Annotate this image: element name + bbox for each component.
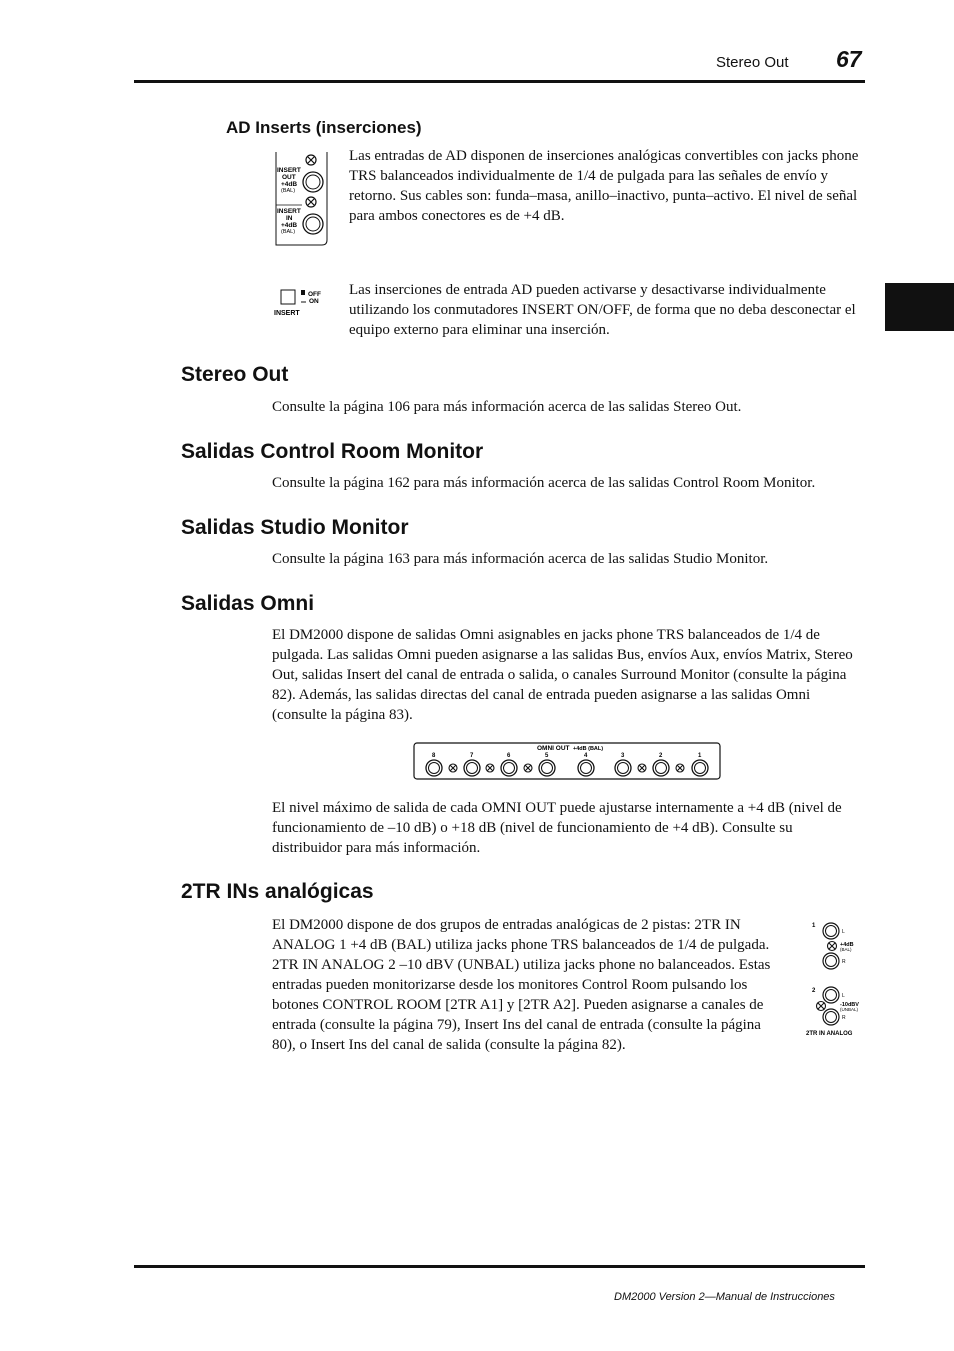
screw-icon — [817, 1002, 826, 1011]
in-label-1: INSERT — [277, 208, 301, 215]
omni-out-jack-icon — [653, 760, 669, 776]
switch-off-label: OFF — [308, 291, 321, 298]
omni-out-figure — [413, 742, 721, 780]
section-title-ad-inserts: AD Inserts (inserciones) — [226, 118, 422, 137]
omni-number-7: 7 — [470, 753, 474, 759]
screw-icon — [306, 155, 316, 165]
omni-out-jack-icon — [426, 760, 442, 776]
in-label-4: (BAL) — [281, 229, 296, 235]
insert-switch-icon — [281, 290, 295, 304]
insert-in-jack-icon — [303, 214, 323, 234]
screw-icon — [524, 764, 532, 772]
2tr-2-r-jack-icon — [823, 1009, 839, 1025]
2tr-1-l-label: L — [842, 929, 845, 935]
omni-out-title: OMNI OUT — [537, 745, 570, 752]
omni-number-4: 4 — [584, 753, 588, 759]
2tr-2-l-label: L — [842, 993, 845, 999]
2tr-2-level: -10dBV — [840, 1002, 859, 1008]
2tr-1-level: +4dB — [840, 942, 854, 948]
out-label-3: +4dB — [281, 181, 298, 188]
running-header: Stereo Out — [716, 54, 789, 71]
omni-number-8: 8 — [432, 753, 436, 759]
out-label-1: INSERT — [277, 167, 301, 174]
omni-out-jack-icon — [539, 760, 555, 776]
footer-text: DM2000 Version 2—Manual de Instrucciones — [614, 1291, 835, 1303]
chapter-tab — [885, 283, 954, 331]
omni-number-5: 5 — [545, 753, 549, 759]
out-label-4: (BAL) — [281, 188, 296, 194]
2tr-figure-label: 2TR IN ANALOG — [806, 1031, 853, 1037]
insert-switch-figure — [272, 286, 332, 320]
omni-number-1: 1 — [698, 753, 702, 759]
section-title-2tr-ins: 2TR INs analógicas — [181, 880, 374, 903]
omni-number-6: 6 — [507, 753, 511, 759]
2tr-1-r-label: R — [842, 959, 846, 965]
omni-out-jack-icon — [615, 760, 631, 776]
page-number: 67 — [836, 46, 862, 72]
ad-inserts-paragraph-1: Las entradas de AD disponen de inserciones analógicas convertibles con jacks phone TRS balanceados individualmente de 1/4 de pulgada para las señales de envío y retorno. Sus cables son: funda–masa, anillo–inactivo, punta–activo. El nivel de señal para ambos conectores es de +4 dB. — [349, 148, 859, 224]
switch-label: INSERT — [274, 310, 300, 317]
omni-number-3: 3 — [621, 753, 625, 759]
omni-paragraph-2: El nivel máximo de salida de cada OMNI OUT puede ajustarse internamente a +4 dB (nivel de funcionamiento de –10 dB) o +18 dB (nivel de funcionamiento de +4 dB). Consulte su distribuidor para más información. — [272, 800, 842, 856]
screw-icon — [486, 764, 494, 772]
omni-number-2: 2 — [659, 753, 663, 759]
2tr-group-2-label: 2 — [812, 988, 816, 994]
omni-out-jack-icon — [501, 760, 517, 776]
omni-out-jack-icon — [578, 760, 594, 776]
section-title-stereo-out: Stereo Out — [181, 363, 289, 386]
control-room-text: Consulte la página 162 para más información acerca de las salidas Control Room Monitor. — [272, 475, 816, 491]
in-label-3: +4dB — [281, 222, 298, 229]
omni-paragraph-1: El DM2000 dispone de salidas Omni asignables en jacks phone TRS balanceados de 1/4 de pulgada. Las salidas Omni pueden asignarse a las salidas Bus, envíos Aux, envíos Matrix, Stereo Out, salidas Insert del canal de entrada o salida, o canales Surround Monitor (consulte la página 82). Además, las salidas directas del canal de entrada pueden asignarse a las salidas Omni (consulte la página 83). — [272, 627, 853, 723]
insert-out-jack-icon — [303, 172, 323, 192]
2tr-1-l-jack-icon — [823, 923, 839, 939]
section-title-omni: Salidas Omni — [181, 592, 315, 615]
section-title-control-room: Salidas Control Room Monitor — [181, 440, 484, 463]
2tr-group-1-label: 1 — [812, 923, 816, 929]
omni-out-jack-icon — [464, 760, 480, 776]
section-title-studio-monitor: Salidas Studio Monitor — [181, 516, 409, 539]
2tr-in-analog-figure — [805, 915, 863, 1040]
in-label-2: IN — [286, 215, 293, 222]
2tr-ins-paragraph: El DM2000 dispone de dos grupos de entradas analógicas de 2 pistas: 2TR IN ANALOG 1 +4 dB (BAL) utiliza jacks phone TRS balanceados de 1/4 de pulgada. 2TR IN ANALOG 2 –10 dBV (UNBAL) utiliza jacks phone no balanceados. Estas entradas pueden monitorizarse desde los monitores Control Room pulsando los botones CONTROL ROOM [2TR A1] y [2TR A2]. Pueden asignarse a canales de entrada (consulte la página 79), Insert Ins del canal de entrada (consulte la página 80), o Insert Ins del canal de salida (consulte la página 82). — [272, 917, 771, 1053]
2tr-1-r-jack-icon — [823, 953, 839, 969]
insert-jacks-figure — [272, 150, 330, 250]
omni-out-jack-icon — [692, 760, 708, 776]
2tr-2-l-jack-icon — [823, 987, 839, 1003]
screw-icon — [449, 764, 457, 772]
studio-monitor-text: Consulte la página 163 para más información acerca de las salidas Studio Monitor. — [272, 551, 769, 567]
screw-icon — [638, 764, 646, 772]
header-rule — [134, 80, 865, 83]
screw-icon — [676, 764, 684, 772]
stereo-out-text: Consulte la página 106 para más información acerca de las salidas Stereo Out. — [272, 399, 742, 415]
2tr-1-level-type: (BAL) — [840, 947, 852, 952]
ad-inserts-paragraph-2: Las inserciones de entrada AD pueden activarse y desactivarse individualmente utilizando los conmutadores INSERT ON/OFF, de forma que no deba desconectar el equipo externo para eliminar una inserción. — [349, 282, 856, 338]
2tr-2-level-type: (UNBAL) — [840, 1007, 859, 1012]
omni-out-level: +4dB (BAL) — [573, 746, 604, 752]
switch-on-label: ON — [309, 298, 319, 305]
screw-icon — [828, 942, 837, 951]
screw-icon — [306, 197, 316, 207]
2tr-2-r-label: R — [842, 1015, 846, 1021]
footer-rule — [134, 1265, 865, 1268]
out-label-2: OUT — [282, 174, 296, 181]
